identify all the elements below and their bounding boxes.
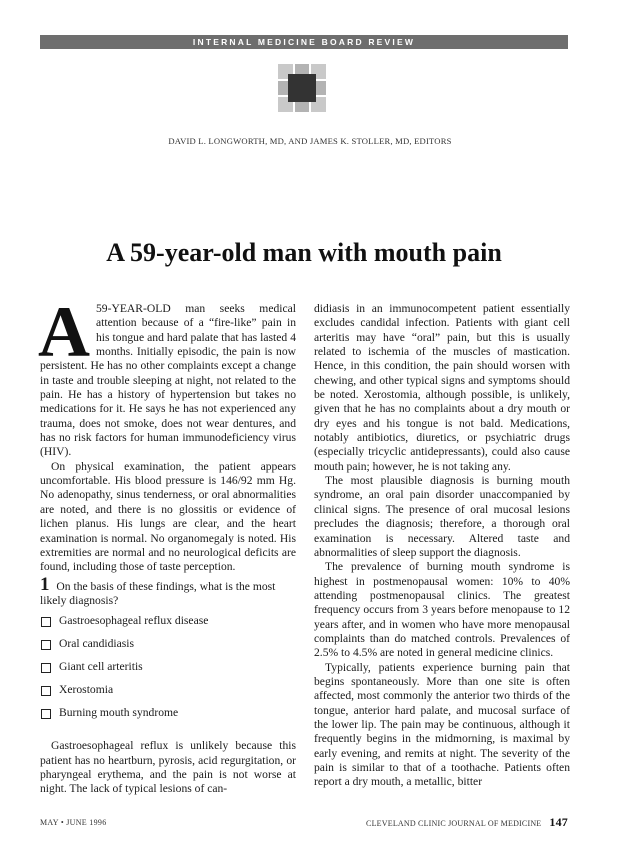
drop-cap: A bbox=[38, 292, 90, 372]
discussion-paragraph: Gastroesophageal reflux is unlikely because this patient has no heartburn, pyrosis, acid regurgitation, or pharyngeal erythema, and the pain is not worse at night. The lack of typical lesions of can- bbox=[40, 739, 296, 796]
checkbox-icon bbox=[41, 617, 51, 627]
option-label: Xerostomia bbox=[59, 683, 114, 697]
option-label: Burning mouth syndrome bbox=[59, 706, 179, 720]
answer-option bbox=[40, 683, 296, 706]
discussion-continued-paragraph: didiasis in an immunocompetent patient essentially excludes candidal infection. Patients with giant cell arteritis may have “oral” pain, but this is usually related to ischemia of the muscles of mastication. Hence, in this condition, the pain should worsen with chewing, and other typical signs and symptoms should be noted. Xerostomia, although possible, is unlikely, given that he has no complaints about a dry mouth or dry eyes and his tongue is not bald. Medications, notably antibiotics, diuretics, or psychiatric drugs (especially tricyclic antidepressants), could also cause mouth pain; however, he is not taking any. bbox=[314, 302, 570, 473]
section-banner: INTERNAL MEDICINE BOARD REVIEW bbox=[40, 35, 568, 49]
footer-date: MAY • JUNE 1996 bbox=[40, 818, 107, 827]
question-number: 1 bbox=[40, 573, 50, 595]
board-review-logo bbox=[276, 62, 328, 114]
question bbox=[40, 573, 296, 609]
journal-name: CLEVELAND CLINIC JOURNAL OF MEDICINE bbox=[366, 819, 542, 828]
option-label: Giant cell arteritis bbox=[59, 660, 143, 674]
answer-option bbox=[40, 614, 296, 637]
option-label: Oral candidiasis bbox=[59, 637, 135, 651]
footer-journal bbox=[366, 815, 568, 830]
option-label: Gastroesophageal reflux disease bbox=[59, 614, 209, 628]
answer-option bbox=[40, 637, 296, 660]
answer-options bbox=[40, 614, 296, 729]
case-text: 59-YEAR-OLD man seeks medical attention because of a “fire-like” pain in his tongue and hard palate that has lasted 4 months. Initially episodic, the pain is now persistent. He has no other complaints except a change in taste and trouble sleeping at night, not related to the pain. He has a history of hypertension but takes no medications for it. He says he has not experienced any trauma, does not smoke, does not wear dentures, and has no risk factors for human immunodeficiency virus (HIV). bbox=[40, 302, 296, 459]
checkbox-icon bbox=[41, 640, 51, 650]
page-number: 147 bbox=[549, 815, 568, 829]
symptoms-paragraph: Typically, patients experience burning pain that begins spontaneously. More than one site is often affected, most commonly the anterior two thirds of the tongue, anterior hard palate, and mucosal surface of the lower lip. The pain may be continuous, although it frequently begins in the midmorning, is maximal by early evening, and remits at night. The severity of the pain is similar to that of a toothache. Patients often report a dry mouth, a metallic, bitter bbox=[314, 660, 570, 789]
left-column bbox=[38, 292, 296, 797]
article-title: A 59-year-old man with mouth pain bbox=[106, 238, 502, 267]
answer-option bbox=[40, 706, 296, 729]
checkbox-icon bbox=[41, 686, 51, 696]
editors-line: DAVID L. LONGWORTH, MD, AND JAMES K. STOLLER, MD, EDITORS bbox=[168, 136, 452, 146]
answer-option bbox=[40, 660, 296, 683]
checkbox-icon bbox=[41, 663, 51, 673]
question-text: On the basis of these findings, what is the most likely diagnosis? bbox=[40, 579, 276, 607]
physical-exam-paragraph: On physical examination, the patient appears uncomfortable. His blood pressure is 146/92 mm Hg. No adenopathy, sinus tenderness, or oral abnormalities are noted, and there is no glossitis or evidence of lichen planus. His lungs are clear, and the heart examination is normal. No organomegaly is noted. His extremities are normal and no neurological deficits are found, including those of taste perception. bbox=[40, 459, 296, 574]
case-presentation-paragraph bbox=[38, 292, 296, 460]
diagnosis-paragraph: The most plausible diagnosis is burning mouth syndrome, an oral pain disorder unaccompanied by clinical signs. The presence of oral mucosal lesions precludes the diagnosis; therefore, a thorough oral examination is necessary. Altered taste and abnormalities of sleep support the diagnosis. bbox=[314, 474, 570, 559]
prevalence-paragraph: The prevalence of burning mouth syndrome is highest in postmenopausal women: 10% to 40% attending postmenopausal clinics. The greatest frequency occurs from 3 years before menopause to 12 years after, and in women who have more menopausal complaints than do matched controls. Prevalences of 2.5% to 4.5% are noted in general medicine clinics. bbox=[314, 560, 570, 660]
right-column bbox=[314, 302, 570, 790]
checkbox-icon bbox=[41, 709, 51, 719]
